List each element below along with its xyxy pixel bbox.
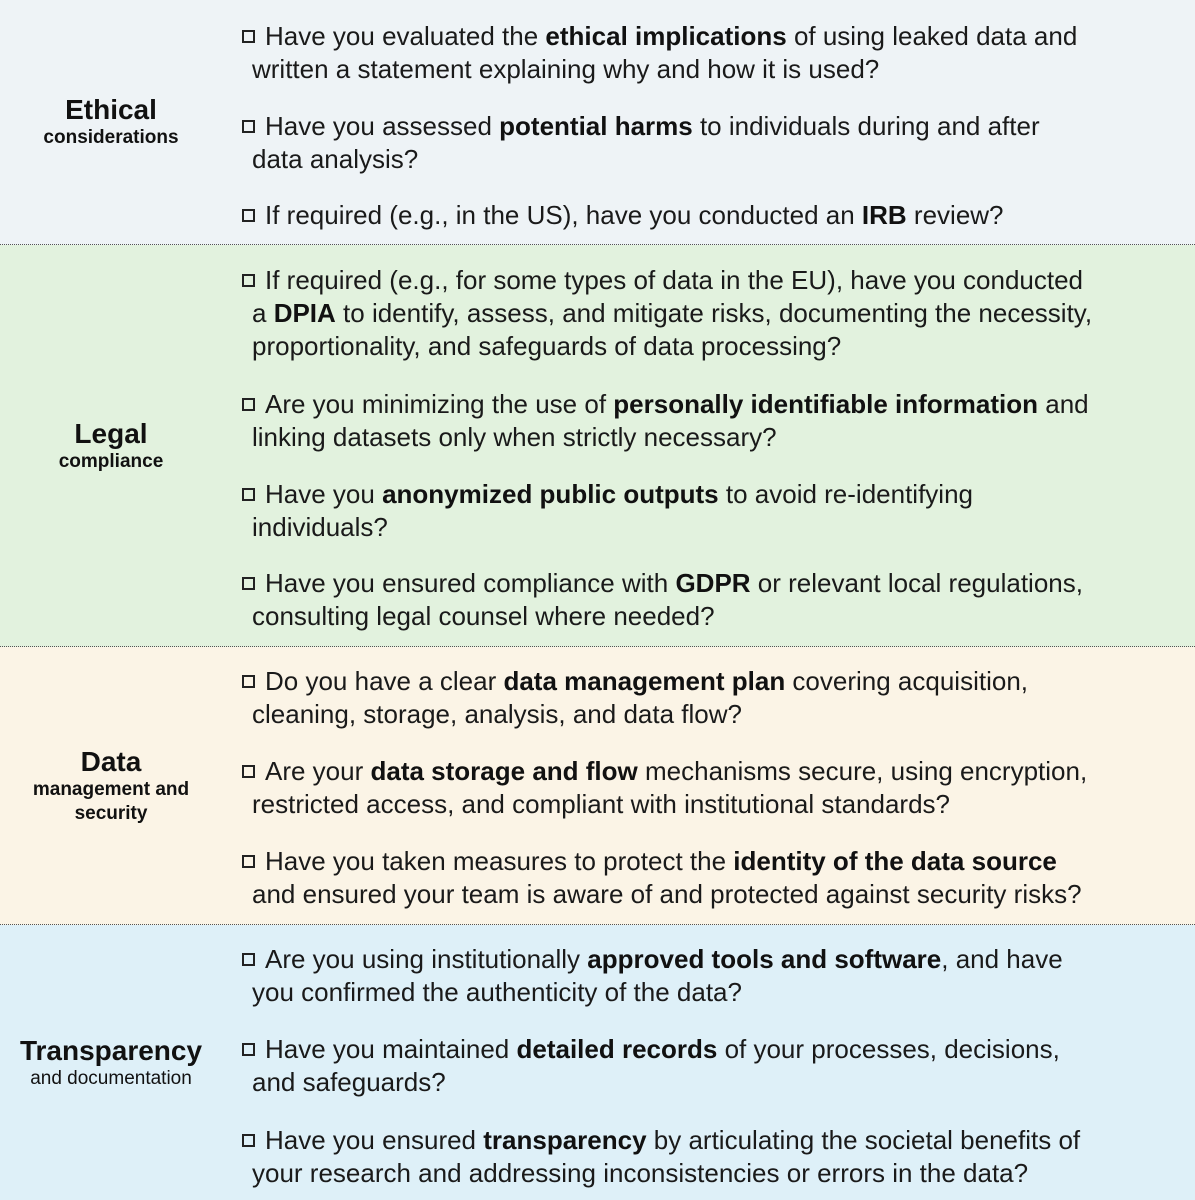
section-title: Legal (74, 417, 148, 449)
checklist-items (222, 647, 1195, 924)
checkbox-icon[interactable] (242, 488, 255, 501)
checklist-item: Do you have a clear data management plan covering acquisition, cleaning, storage, analysis, and data flow? (242, 665, 1189, 731)
section-title: Data (80, 745, 142, 777)
checkbox-icon[interactable] (242, 855, 255, 868)
checkbox-icon[interactable] (242, 675, 255, 688)
checklist-item: Are your data storage and flow mechanisms secure, using encryption, restricted access, and compliant with institutional standards? (242, 755, 1189, 821)
checklist-item: Are you using institutionally approved tools and software, and have you confirmed the authenticity of the data? (242, 943, 1189, 1009)
checklist-item: Have you evaluated the ethical implications of using leaked data and written a statement explaining why and how it is used? (242, 20, 1189, 86)
checkbox-icon[interactable] (242, 120, 255, 133)
checklist-item: Are you minimizing the use of personally identifiable information and linking datasets only when strictly necessary? (242, 388, 1189, 454)
section-label (0, 245, 222, 646)
checklist-item: Have you anonymized public outputs to avoid re-identifying individuals? (242, 478, 1189, 544)
checklist-item: Have you ensured transparency by articulating the societal benefits of your research and addressing inconsistencies or errors in the data? (242, 1124, 1189, 1190)
checklist-item: Have you assessed potential harms to individuals during and after data analysis? (242, 110, 1189, 176)
section-title: Ethical (65, 94, 157, 125)
checkbox-icon[interactable] (242, 274, 255, 287)
checklist-item: Have you taken measures to protect the identity of the data source and ensured your team is aware of and protected against security risks? (242, 845, 1189, 911)
section-data-management (0, 647, 1195, 925)
checkbox-icon[interactable] (242, 1134, 255, 1147)
checklist-items (222, 245, 1195, 646)
checklist-item: If required (e.g., in the US), have you conducted an IRB review? (242, 199, 1189, 232)
section-label (0, 925, 222, 1200)
checkbox-icon[interactable] (242, 209, 255, 222)
checkbox-icon[interactable] (242, 30, 255, 43)
checklist-items (222, 925, 1195, 1200)
checkbox-icon[interactable] (242, 398, 255, 411)
checklist-item: Have you maintained detailed records of your processes, decisions, and safeguards? (242, 1033, 1189, 1099)
section-legal (0, 245, 1195, 647)
checklist-item: Have you ensured compliance with GDPR or relevant local regulations, consulting legal counsel where needed? (242, 567, 1189, 633)
section-label (0, 647, 222, 924)
checkbox-icon[interactable] (242, 1043, 255, 1056)
checkbox-icon[interactable] (242, 953, 255, 966)
section-label (0, 0, 222, 244)
section-subtitle: and documentation (30, 1067, 192, 1089)
checklist-item: If required (e.g., for some types of data in the EU), have you conducted a DPIA to identify, assess, and mitigate risks, documenting the necessity, proportionality, and safeguards of data processing? (242, 264, 1189, 363)
section-subtitle: management and security (32, 778, 190, 824)
section-transparency (0, 925, 1195, 1200)
checkbox-icon[interactable] (242, 765, 255, 778)
section-ethical (0, 0, 1195, 245)
checklist-items (222, 0, 1195, 244)
section-subtitle: compliance (58, 450, 164, 472)
checkbox-icon[interactable] (242, 577, 255, 590)
section-title: Transparency (19, 1034, 203, 1066)
section-subtitle: considerations (43, 127, 179, 148)
